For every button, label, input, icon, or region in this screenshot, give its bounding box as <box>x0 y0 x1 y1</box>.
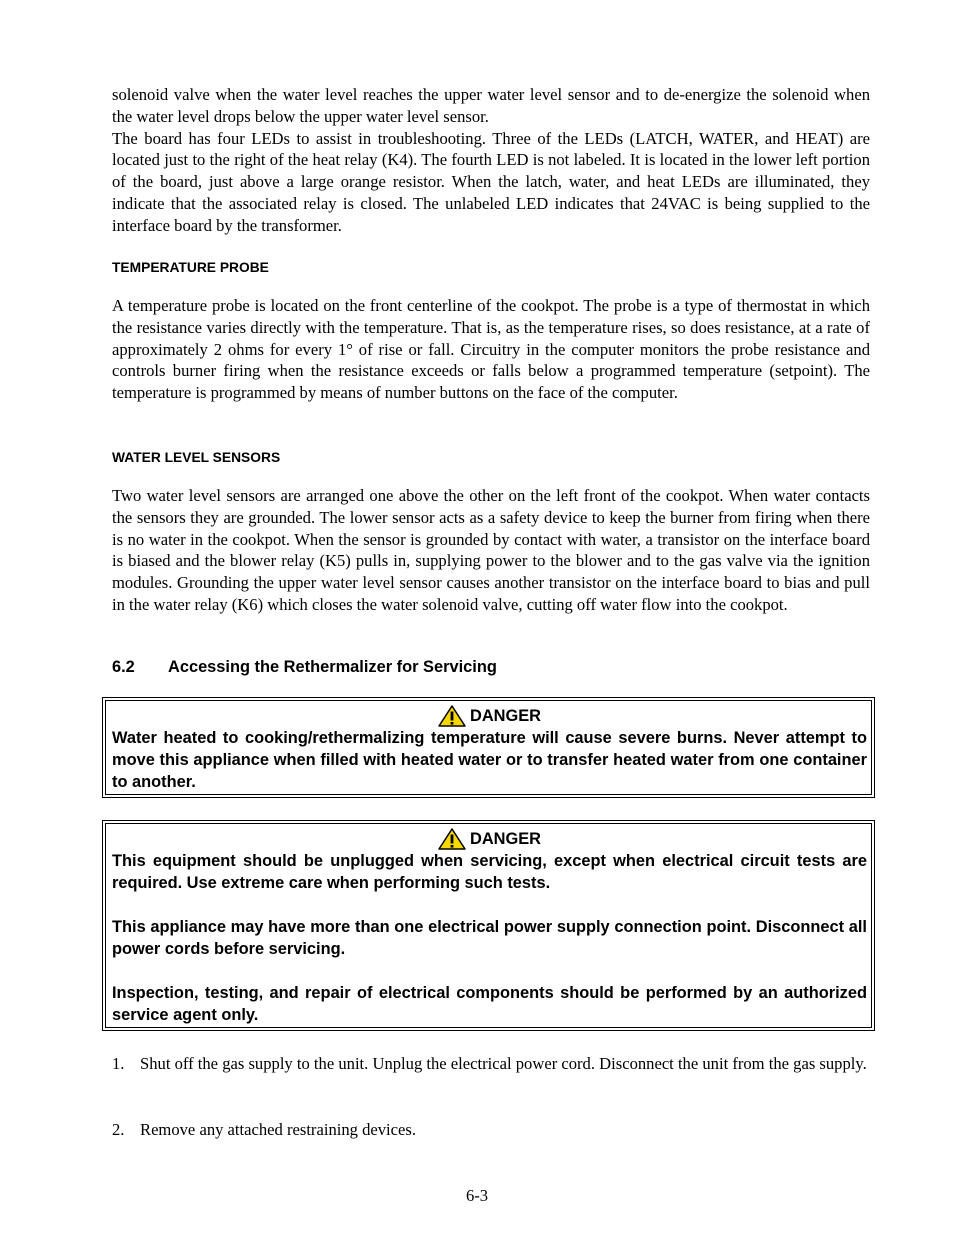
danger-text-2a: This equipment should be unplugged when servicing, except when electrical circuit tests are required. Use extreme care when performing such tests. <box>112 852 867 892</box>
water-level-sensors-body <box>112 485 870 616</box>
list-item <box>112 1053 870 1075</box>
danger-title-1: DANGER <box>469 707 542 725</box>
intro-paragraph-1: solenoid valve when the water level reaches the upper water level sensor and to de-energize the solenoid when the water level drops below the upper water level sensor. <box>112 85 870 126</box>
list-item-number: 2. <box>112 1120 125 1139</box>
intro-section <box>112 84 870 237</box>
list-item-number: 1. <box>112 1054 125 1073</box>
section-title: Accessing the Rethermalizer for Servicing <box>168 658 497 676</box>
temperature-probe-text: A temperature probe is located on the front centerline of the cookpot. The probe is a type of thermostat in which the resistance varies directly with the temperature. That is, as the temperature rises, so does resistance, at a rate of approximately 2 ohms for every 1° of rise or fall. Circuitry in the computer monitors the probe resistance and controls burner firing when the resistance exceeds or falls below a programmed temperature (setpoint). The temperature is programmed by means of number buttons on the face of the computer. <box>112 296 870 403</box>
danger-text-2c: Inspection, testing, and repair of electrical components should be performed by an authorized service agent only. <box>112 984 867 1024</box>
list-item-text: Shut off the gas supply to the unit. Unplug the electrical power cord. Disconnect the unit from the gas supply. <box>140 1054 867 1073</box>
section-number: 6.2 <box>112 658 135 676</box>
danger-text-1: Water heated to cooking/rethermalizing temperature will cause severe burns. Never attempt to move this appliance when filled with heated water or to transfer heated water from one container to another. <box>112 729 867 791</box>
temperature-probe-heading: TEMPERATURE PROBE <box>112 260 269 275</box>
list-item-text: Remove any attached restraining devices. <box>140 1120 416 1139</box>
warning-triangle-icon <box>438 705 466 727</box>
list-item <box>112 1119 870 1141</box>
intro-paragraph-2: The board has four LEDs to assist in troubleshooting. Three of the LEDs (LATCH, WATER, and HEAT) are located just to the right of the heat relay (K4). The fourth LED is not labeled. It is located in the lower left portion of the board, just above a large orange resistor. When the latch, water, and heat LEDs are illuminated, they indicate that the associated relay is closed. The unlabeled LED indicates that 24VAC is being supplied to the interface board by the transformer. <box>112 128 870 235</box>
temperature-probe-section <box>112 259 870 277</box>
water-level-sensors-heading: WATER LEVEL SENSORS <box>112 450 281 465</box>
section-heading <box>112 657 870 677</box>
page-number: 6-3 <box>465 1186 489 1205</box>
warning-triangle-icon <box>438 828 466 850</box>
water-level-sensors-section <box>112 449 870 467</box>
danger-text-2b: This appliance may have more than one electrical power supply connection point. Disconnect all power cords before servicing. <box>112 918 867 958</box>
temperature-probe-body <box>112 295 870 404</box>
danger-box-1 <box>105 700 872 795</box>
danger-title-2: DANGER <box>469 830 542 848</box>
water-level-sensors-text: Two water level sensors are arranged one above the other on the left front of the cookpot. When water contacts the sensors they are grounded. The lower sensor acts as a safety device to keep the burner from firing when there is no water in the cookpot. When the sensor is grounded by contact with water, a transistor on the interface board is biased and the blower relay (K5) pulls in, supplying power to the blower and to the gas valve via the ignition modules. Grounding the upper water level sensor causes another transistor on the interface board to bias and pull in the water relay (K6) which closes the water solenoid valve, cutting off water flow into the cookpot. <box>112 486 870 614</box>
danger-box-2 <box>105 823 872 1028</box>
